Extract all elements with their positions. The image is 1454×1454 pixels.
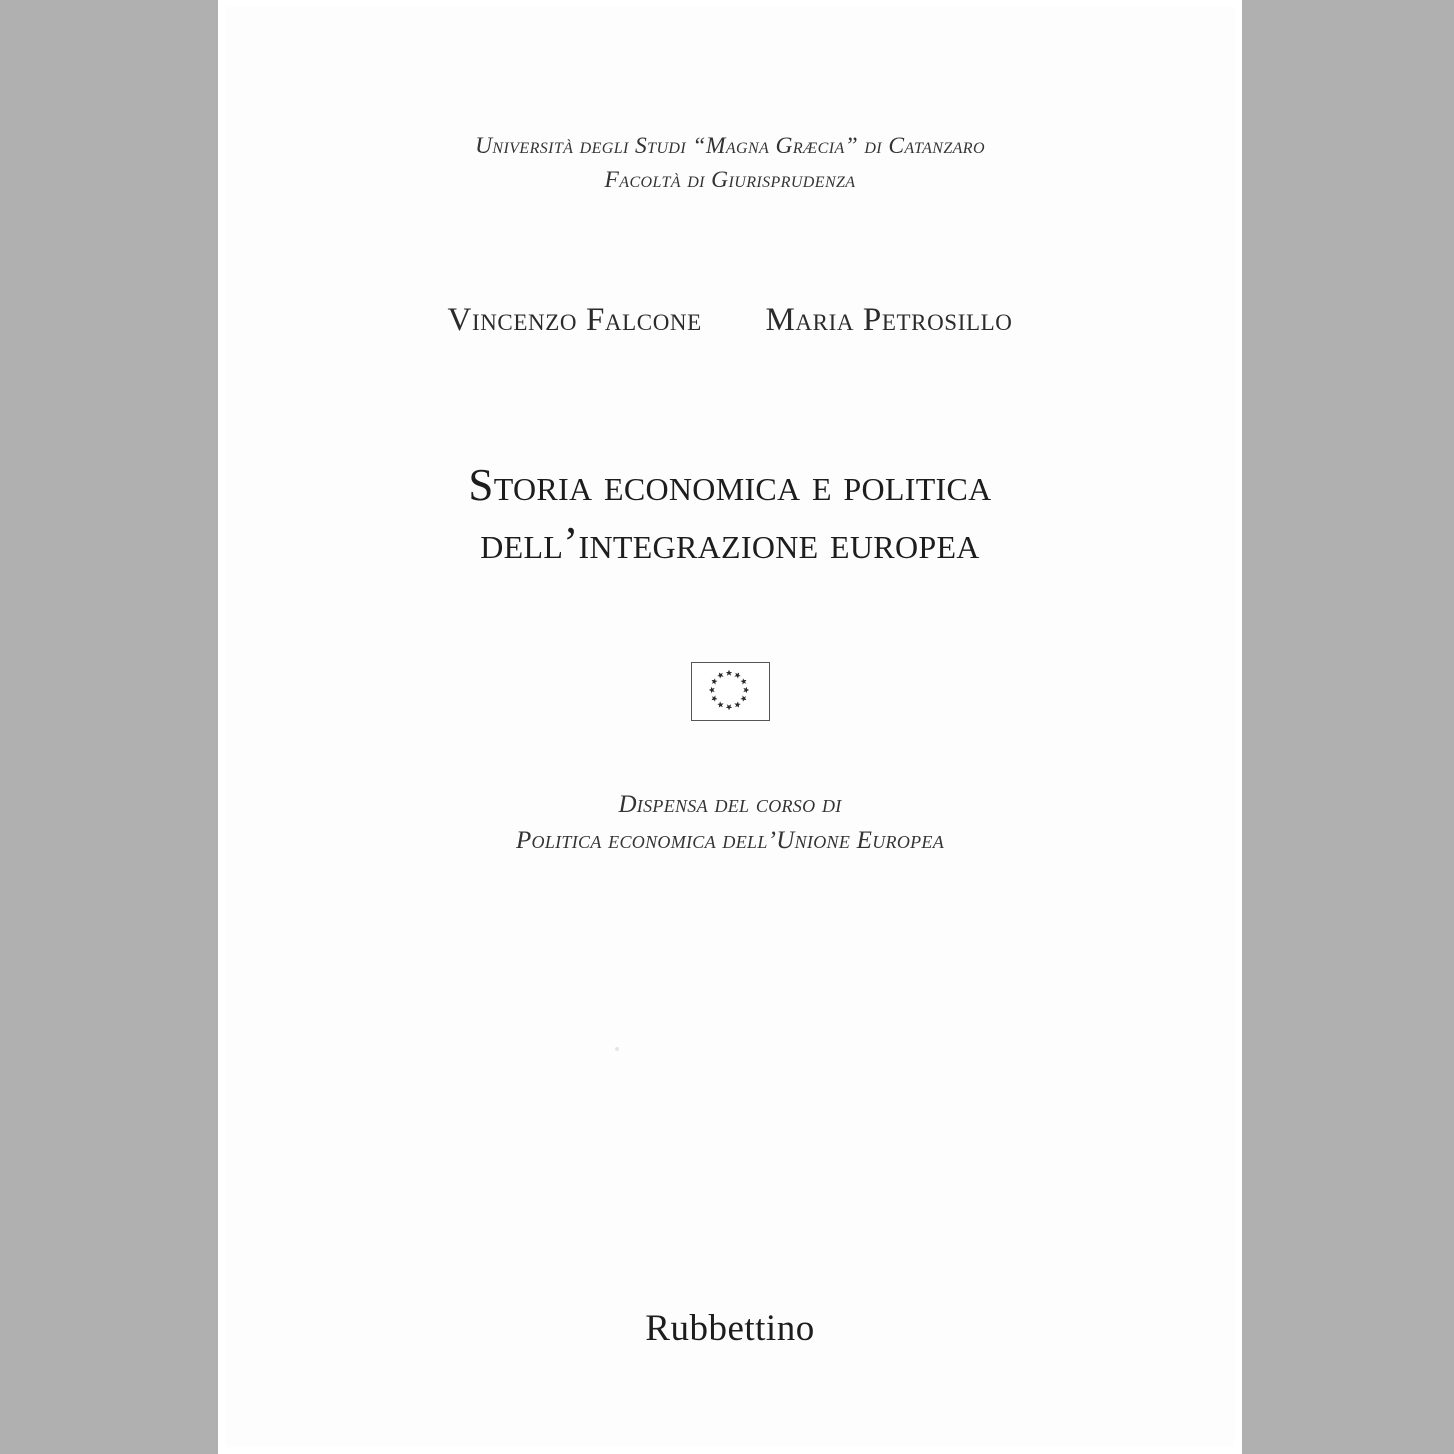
page-inner-border	[225, 7, 1235, 1447]
publisher-name: Rubbettino	[645, 1308, 815, 1349]
european-union-stars-icon	[691, 662, 770, 721]
author-name-1: Vincenzo Falcone	[447, 302, 702, 338]
course-block	[225, 787, 1235, 860]
title-line-2: dell’integrazione europea	[480, 517, 980, 568]
course-line-1: Dispensa del corso di	[618, 791, 842, 818]
course-line-2: Politica economica dell’Unione Europea	[515, 827, 945, 855]
page-title	[315, 457, 1145, 572]
cover-content	[225, 7, 1235, 1447]
affiliation-line-1: Università degli Studi “Magna Græcia” di Catanzaro	[475, 133, 985, 159]
title-line-1: Storia economica e politica	[468, 460, 992, 510]
emblem-container	[225, 662, 1235, 721]
book-cover-page	[218, 0, 1242, 1454]
page-speck	[615, 1047, 619, 1051]
affiliation-line-2: Facoltà di Giurisprudenza	[604, 167, 856, 194]
author-name-2: Maria Petrosillo	[765, 302, 1013, 338]
authors-block	[225, 302, 1235, 339]
affiliation-block	[225, 129, 1235, 197]
